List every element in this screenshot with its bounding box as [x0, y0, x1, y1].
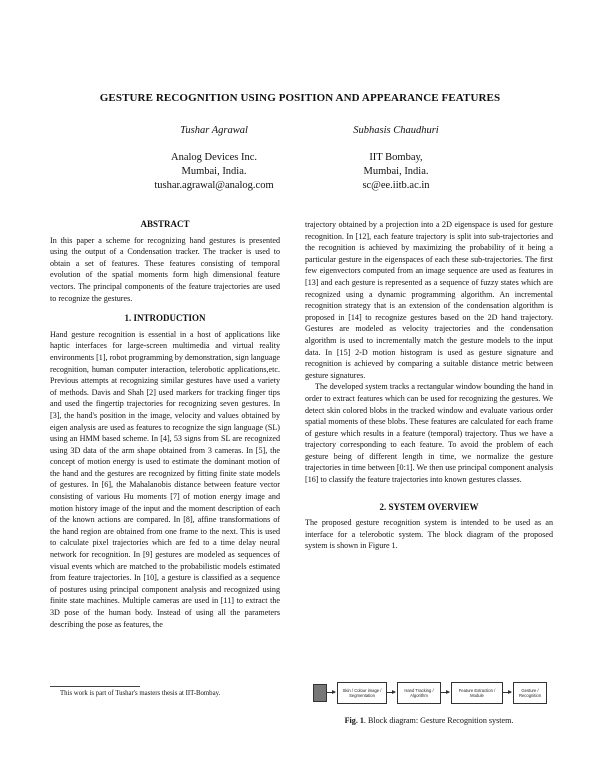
- author-2-affiliation-block: [286, 151, 506, 193]
- arrow-2: [387, 692, 395, 693]
- abstract-heading: ABSTRACT: [140, 219, 190, 229]
- author-2-name: Subhasis Chaudhuri: [353, 125, 439, 136]
- introduction-heading: 1. INTRODUCTION: [124, 313, 206, 324]
- figure-1-caption: [305, 716, 553, 725]
- block-feature-extraction: Feature Extraction / Module: [451, 682, 503, 704]
- author-1-email: tushar.agrawal@analog.com: [154, 180, 274, 191]
- block-skin-segmentation: Skin / Colour image / Segmentation: [337, 682, 387, 704]
- system-overview-text: The proposed gesture recognition system is intended to be used as an interface for a telerobotic system. The block diagram of the proposed system is shown in Figure 1.: [305, 518, 553, 551]
- left-column: [50, 219, 280, 630]
- right-column: [305, 219, 553, 552]
- figure-1-caption-text: . Block diagram: Gesture Recognition system.: [363, 716, 514, 725]
- arrow-4: [503, 692, 511, 693]
- introduction-text: Hand gesture recognition is essential in a host of applications like haptic interfaces for large-screen multimedia and virtual reality environments [1], robot programming by demonstration, sign language recognition, human computer interaction, telerobotic applications,etc. Previous attempts at recognizing similar gestures have used a variety of methods. Davis and Shah [2] used markers for tracking finger tips and used the fingertip trajectories for recognizing seven gestures. In [3], the hand's position in the image, velocity and values obtained by eigen analysis are used as features to recognize the sign language (SL) using an HMM based scheme. In [4], 53 signs from SL are recognized using 3D data of the arm shape obtained from 3 cameras. In [5], the concept of motion energy is used to estimate the dominant motion of the hand and the gestures are recognized by fitting finite state models of gestures. In [6], the Mahalanobis distance between feature vector consisting of various Hu moments [7] of motion energy image and motion history image of the input and the moment description of each of the known actions are compared. In [8], affine transformations of the hand region are obtained from one frame to the next. This is used to calculate pixel trajectories which are fed to a time delay neural network for recognition. In [9] gestures are modeled as sequences of visual events which are matched to the probabilistic models estimated from feature trajectories. In [10], a gesture is classified as a sequence of postures using principal component analysis and recognized using finite state machines. Multiple cameras are used in [11] to extract the 3D pose of the human body. Instead of using all the parameters describing the pose as features, the: [50, 329, 280, 629]
- paper-title: GESTURE RECOGNITION USING POSITION AND APPEARANCE FEATURES: [99, 92, 501, 104]
- hand-image-icon: [313, 684, 327, 702]
- footnote: This work is part of Tushar's masters thesis at IIT-Bombay.: [60, 690, 221, 697]
- author-1-affiliation: Analog Devices Inc.: [170, 152, 257, 163]
- author-1-name: Tushar Agrawal: [180, 125, 248, 136]
- footnote-rule: [50, 686, 140, 687]
- introduction-paragraph-2: The developed system tracks a rectangular window bounding the hand in order to extract features which can be used for recognizing the gestures. We detect skin colored blobs in the tracked window and evaluate various order spatial moments of these blobs. These features are calculated for each frame of gesture which results in a feature (temporal) trajectory. Thus we have a trajectory corresponding to each feature. To avoid the problem of each gesture being of different length in time, we normalize the gesture trajectories in time between [0:1]. We then use principal component analysis [16] to classify the feature trajectories into known gestures classes.: [305, 382, 553, 485]
- figure-1-block-diagram: [311, 676, 547, 710]
- arrow-1: [327, 692, 335, 693]
- arrow-3: [441, 692, 449, 693]
- author-2-email: sc@ee.iitb.ac.in: [362, 180, 430, 191]
- author-2-location: Mumbai, India.: [363, 166, 429, 177]
- block-hand-tracking: Hand Tracking / Algorithm: [397, 682, 441, 704]
- figure-1-caption-label: Fig. 1: [344, 716, 364, 725]
- author-2-affiliation: IIT Bombay,: [369, 152, 423, 163]
- system-overview-heading: 2. SYSTEM OVERVIEW: [379, 501, 479, 512]
- abstract-text: In this paper a scheme for recognizing hand gestures is presented using the output of a Condensation tracker. The tracker is used to obtain a set of features. These features consisting of temporal evolution of the spatial moments form high dimensional feature vectors. The principal components of the feature trajectories are used to recognize the gestures.: [50, 235, 280, 303]
- block-gesture-recognition: Gesture / Recognition: [513, 682, 547, 704]
- author-1-location: Mumbai, India.: [181, 166, 247, 177]
- introduction-continued: trajectory obtained by a projection into a 2D eigenspace is used for gesture recognition. In [12], each feature trajectory is split into sub-trajectories and the recognition is achieved by maximizing the probability of it being a particular gesture in the eigenspaces of each these sub-trajectories. The first few eigenvectors computed from an image sequence are used as features in [13] and each gesture is represented as a sequence of fuzzy states which are recognized using a dynamic programming algorithm. An incremental recognition strategy that is an extension of the condensation algorithm is proposed in [14] to recognize gestures based on the 2D hand trajectory. Gestures are modeled as velocity trajectories and the condensation algorithm is used to incrementally match the gesture models to the input data. In [15] 2-D motion histogram is used as gesture signature and recognition is achieved by comparing a suitable distance metric between gesture signatures.: [305, 220, 553, 380]
